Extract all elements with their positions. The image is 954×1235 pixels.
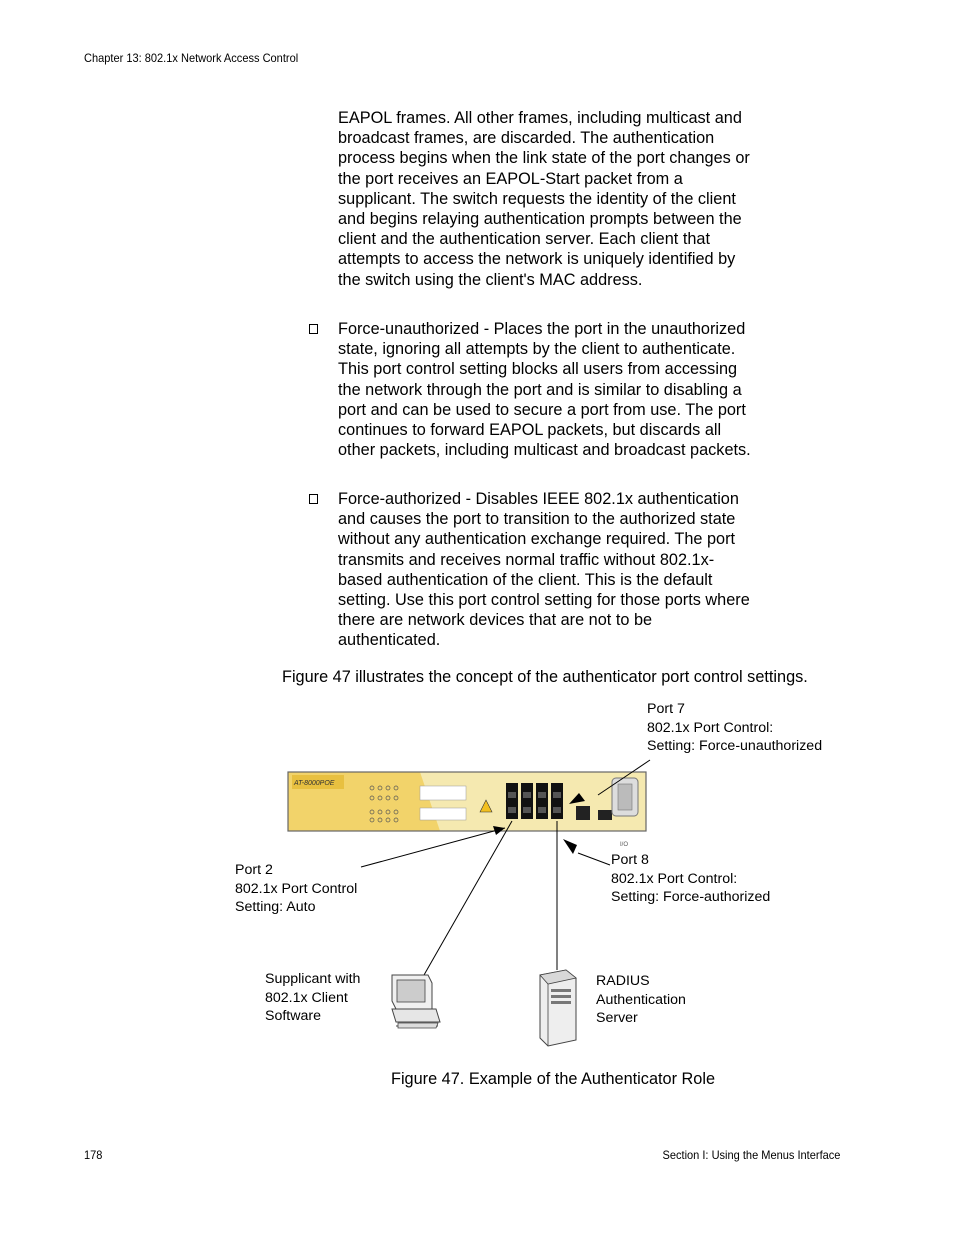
supplicant-label: Supplicant with 802.1x Client Software <box>265 971 361 1024</box>
figure-intro: Figure 47 illustrates the concept of the authenticator port control settings. <box>282 668 808 686</box>
switch-icon <box>288 772 646 848</box>
server-icon <box>540 970 576 1046</box>
port2-label: Port 2 802.1x Port Control Setting: Auto <box>235 862 358 915</box>
page-number: 178 <box>84 1148 103 1162</box>
port7-label: Port 7 802.1x Port Control: Setting: Force-unauthorized <box>647 701 823 754</box>
running-header: Chapter 13: 802.1x Network Access Control <box>84 51 299 65</box>
svg-text:I/O: I/O <box>620 842 629 848</box>
radius-label: RADIUS Authentication Server <box>596 973 686 1026</box>
computer-icon <box>392 975 440 1028</box>
bullet-force-unauthorized: Force-unauthorized - Places the port in the unauthorized state, ignoring all attempts by the client to authenticate. This port control setting blocks all users from accessing the network through the port and is similar to disabling a port and can be used to secure a port from use. The port continues to forward EAPOL packets, but discards all other packets, including multicast and broadcast packets. <box>338 320 751 460</box>
section-footer: Section I: Using the Menus Interface <box>662 1148 840 1162</box>
figure-caption: Figure 47. Example of the Authenticator Role <box>391 1070 716 1088</box>
svg-text:AT-8000POE: AT-8000POE <box>294 780 335 787</box>
port8-label: Port 8 802.1x Port Control: Setting: Force-authorized <box>611 852 771 905</box>
intro-paragraph: EAPOL frames. All other frames, including multicast and broadcast frames, are discarded. The authentication process begins when the link state of the port changes or the port receives an EAPOL-Start packet from a supplicant. The switch requests the identity of the client and begins relaying authentication prompts between the client and the authentication server. Each client that attempts to access the network is uniquely identified by the switch using the client's MAC address. <box>338 109 750 289</box>
bullet-force-authorized: Force-authorized - Disables IEEE 802.1x authentication and causes the port to transition to the authorized state without any authentication exchange required. The port transmits and receives normal traffic without 802.1x-based authentication of the client. This is the default setting. Use this port control setting for those ports where there are network devices that are not to be authenticated. <box>338 490 750 650</box>
